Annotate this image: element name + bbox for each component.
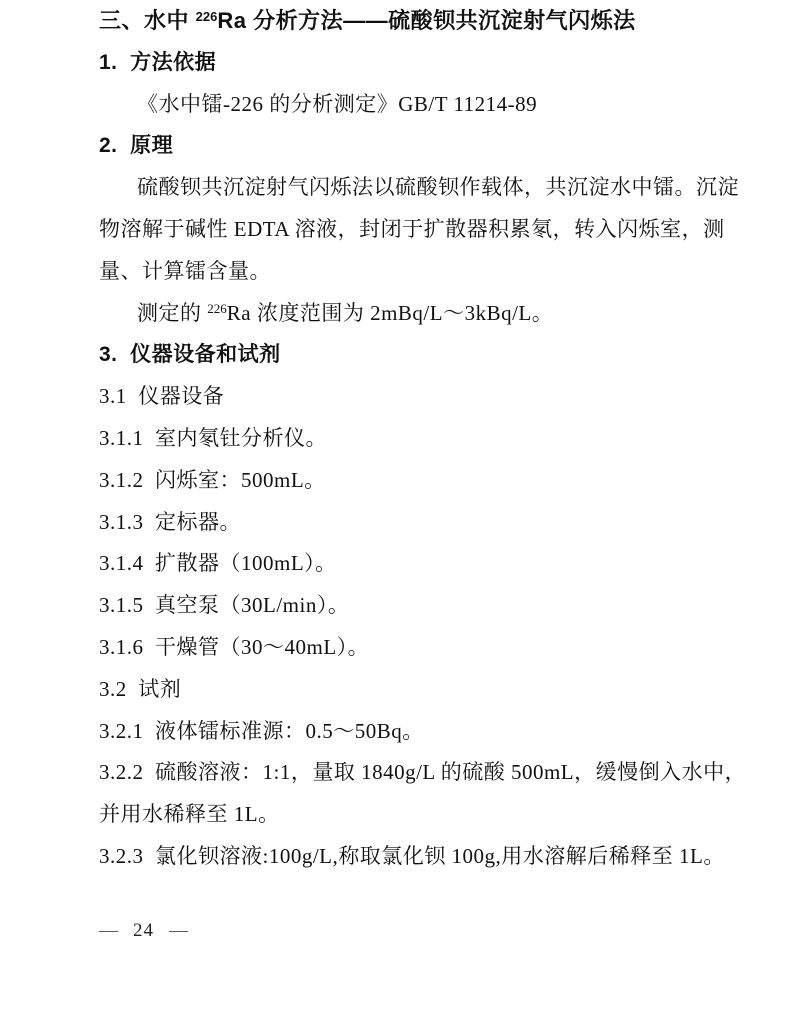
principle-paragraph-line-1: 硫酸钡共沉淀射气闪烁法以硫酸钡作载体，共沉淀水中镭。沉淀 [137, 175, 739, 200]
heading-method-basis: 1. 方法依据 [99, 50, 217, 74]
measurement-range-prefix: 测定的 [137, 300, 208, 325]
equipment-item-6: 3.1.6 干燥管（30～40mL）。 [99, 634, 370, 659]
reagent-item-1: 3.2.1 液体镭标准源：0.5～50Bq。 [99, 718, 424, 743]
measurement-range-rest: Ra 浓度范围为 2mBq/L～3kBq/L。 [226, 300, 554, 325]
measurement-range [99, 293, 708, 335]
doc-title-prefix: 三、水中 [99, 8, 196, 33]
principle-paragraph-line-3: 量、计算镭含量。 [99, 258, 271, 283]
footer-dash-left: — [99, 919, 118, 941]
page-footer [0, 920, 800, 942]
equipment-item-2: 3.1.2 闪烁室：500mL。 [99, 467, 326, 492]
reagent-item-2-line-2: 并用水稀释至 1L。 [99, 802, 280, 827]
isotope-superscript: 226 [207, 300, 227, 316]
heading-principle: 2. 原理 [99, 134, 174, 158]
subheading-reagents: 3.2 试剂 [99, 676, 182, 701]
principle-paragraph-line-2: 物溶解于碱性 EDTA 溶液，封闭于扩散器积累氡，转入闪烁室，测 [99, 216, 725, 241]
page-number: 24 [133, 919, 154, 941]
footer-dash-right: — [169, 919, 188, 941]
isotope-superscript: 226 [195, 9, 218, 24]
heading-equipment-reagents: 3. 仪器设备和试剂 [99, 343, 281, 367]
doc-title [99, 0, 708, 42]
reference-standard: 《水中镭-226 的分析测定》GB/T 11214-89 [137, 91, 538, 116]
equipment-item-3: 3.1.3 定标器。 [99, 509, 241, 534]
equipment-item-4: 3.1.4 扩散器（100mL）。 [99, 551, 337, 576]
reagent-item-2-line-1: 3.2.2 硫酸溶液：1:1，量取 1840g/L 的硫酸 500mL，缓慢倒入水中， [99, 760, 747, 785]
doc-title-rest: Ra 分析方法——硫酸钡共沉淀射气闪烁法 [217, 8, 636, 33]
subheading-equipment: 3.1 仪器设备 [99, 384, 225, 409]
equipment-item-5: 3.1.5 真空泵（30L/min）。 [99, 593, 350, 618]
reagent-item-3: 3.2.3 氯化钡溶液:100g/L,称取氯化钡 100g,用水溶解后稀释至 1L。 [99, 843, 725, 868]
equipment-item-1: 3.1.1 室内氡钍分析仪。 [99, 425, 327, 450]
